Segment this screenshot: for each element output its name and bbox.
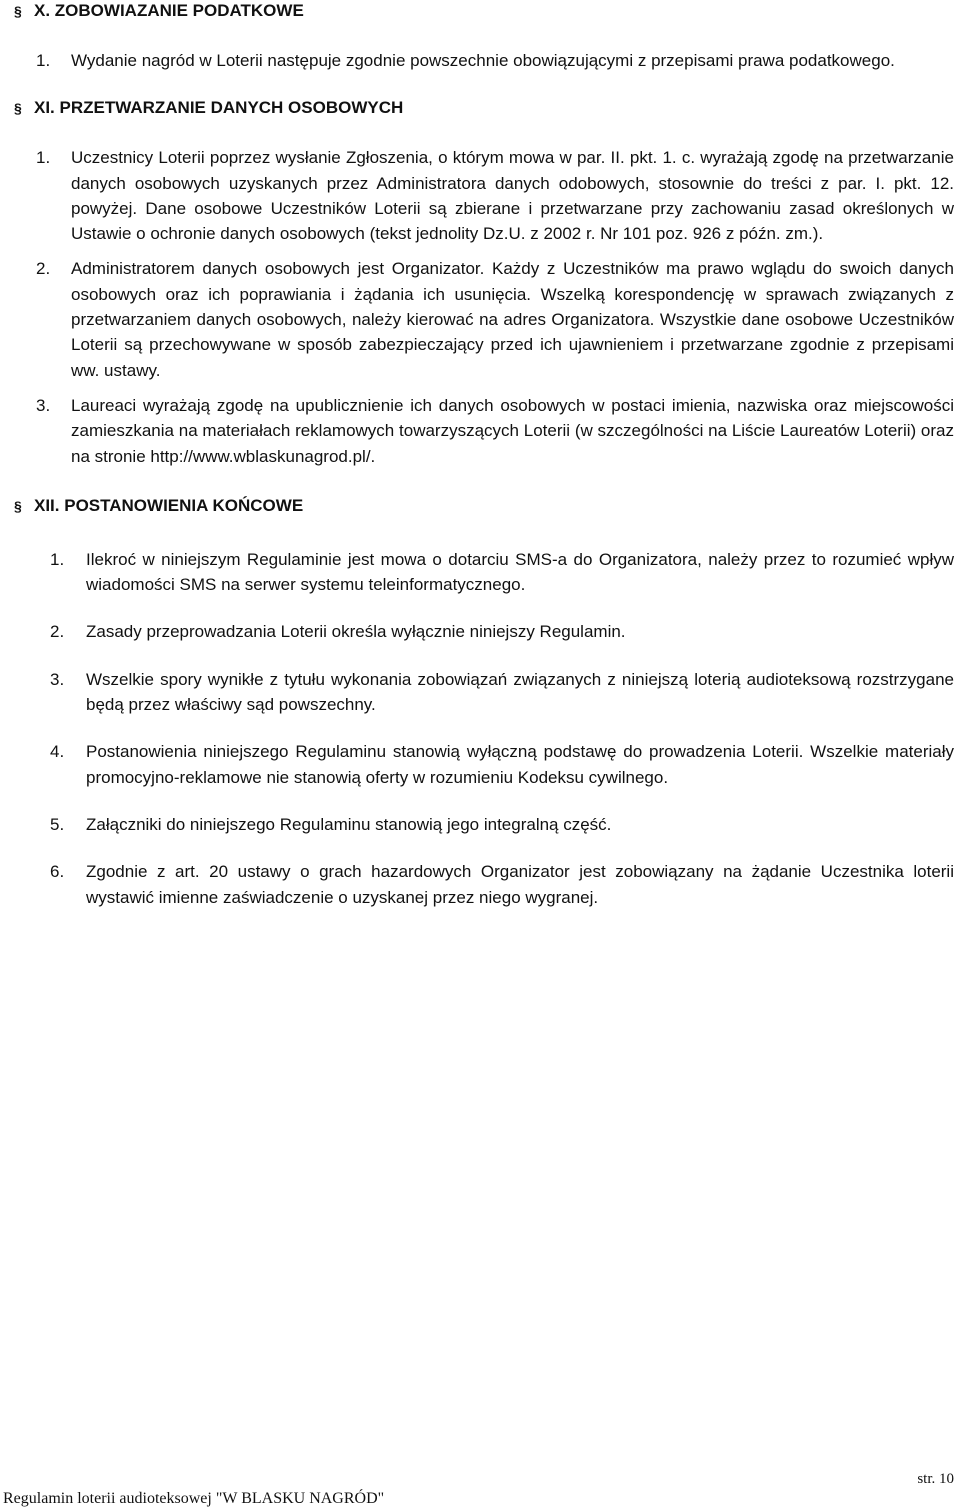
item-number: 5. — [50, 814, 65, 834]
section-heading-11 — [14, 97, 954, 119]
section-bullet-icon: § — [14, 3, 22, 19]
list-item — [14, 256, 954, 382]
document-body — [14, 0, 954, 910]
list-item — [14, 48, 954, 73]
item-text: Administratorem danych osobowych jest Organizator. Każdy z Uczestników ma prawo wglądu do swoich danych osobowych oraz ich poprawiania i żądania ich usunięcia. Wszelką korespondencję w sprawach związanych z przetwarzaniem danych osobowych, należy kierować na adres Organizatora. Wszystkie dane osobowe Uczestników Loterii są przechowywane w sposób zabezpieczający przed ich ujawnieniem i przetwarzane zgodnie z przepisami ww. ustawy. — [71, 259, 954, 380]
list-item — [14, 739, 954, 790]
item-number: 2. — [36, 259, 51, 279]
item-number: 6. — [50, 862, 65, 882]
section-bullet-icon: § — [14, 100, 22, 117]
list-item — [14, 547, 954, 598]
item-number: 3. — [50, 669, 65, 689]
item-text: Załączniki do niniejszego Regulaminu stanowią jego integralną część. — [86, 814, 612, 834]
section-title: XI. PRZETWARZANIE DANYCH OSOBOWYCH — [34, 98, 404, 118]
list-item — [14, 859, 954, 910]
item-text: Postanowienia niniejszego Regulaminu stanowią wyłączną podstawę do prowadzenia Loterii. Wszelkie materiały promocyjno-reklamowe nie stanowią oferty w rozumieniu Kodeksu cywilnego. — [86, 742, 954, 787]
item-text: Wydanie nagród w Loterii następuje zgodnie powszechnie obowiązującymi z przepisami prawa podatkowego. — [71, 51, 895, 70]
item-number: 1. — [36, 51, 51, 70]
section-heading-10 — [14, 0, 954, 22]
item-text: Zasady przeprowadzania Loterii określa wyłącznie niniejszy Regulamin. — [86, 622, 626, 642]
page-number: str. 10 — [917, 1471, 954, 1487]
list-item — [14, 145, 954, 246]
list-item — [14, 393, 954, 469]
item-text: Ilekroć w niniejszym Regulaminie jest mowa o dotarciu SMS-a do Organizatora, należy przez to rozumieć wpływ wiadomości SMS na serwer systemu teleinformatycznego. — [86, 549, 954, 595]
item-number: 1. — [50, 549, 65, 569]
list-item — [14, 812, 954, 837]
item-text: Uczestnicy Loterii poprzez wysłanie Zgłoszenia, o którym mowa w par. II. pkt. 1. c. wyrażają zgodę na przetwarzanie danych osobowych uzyskanych przez Administratora danych odobowych, stosownie do treści z par. I. pkt. 12. powyżej. Dane osobowe Uczestników Loterii są zbierane i przetwarzane przy zachowaniu zasad określonych w Ustawie o ochronie danych osobowych (tekst jednolity Dz.U. z 2002 r. Nr 101 poz. 926 z późn. zm.). — [71, 148, 954, 244]
item-number: 3. — [36, 395, 51, 415]
section-title: X. ZOBOWIAZANIE PODATKOWE — [34, 1, 304, 20]
item-text: Wszelkie spory wynikłe z tytułu wykonania zobowiązań związanych z niniejszą loterią audioteksową rozstrzygane będą przez właściwy sąd powszechny. — [86, 669, 954, 715]
item-text: Laureaci wyrażają zgodę na upublicznienie ich danych osobowych w postaci imienia, nazwiska oraz miejscowości zamieszkania na materiałach reklamowych towarzyszących Loterii (w szczególności na Liście Laureatów Loterii) oraz na stronie http://www.wblaskunagrod.pl/. — [71, 395, 954, 466]
item-text: Zgodnie z art. 20 ustawy o grach hazardowych Organizator jest zobowiązany na żądanie Uczestnika loterii wystawić imienne zaświadczenie o uzyskanej przez niego wygranej. — [86, 862, 954, 907]
footer-title: Regulamin loterii audioteksowej "W BLASKU NAGRÓD" — [3, 1490, 385, 1507]
list-item — [14, 619, 954, 644]
section-heading-12 — [14, 495, 954, 517]
item-number: 4. — [50, 742, 65, 762]
list-item — [14, 667, 954, 718]
item-number: 1. — [36, 148, 51, 168]
section-title: XII. POSTANOWIENIA KOŃCOWE — [34, 495, 304, 515]
item-number: 2. — [50, 622, 65, 642]
section-bullet-icon: § — [14, 497, 22, 514]
